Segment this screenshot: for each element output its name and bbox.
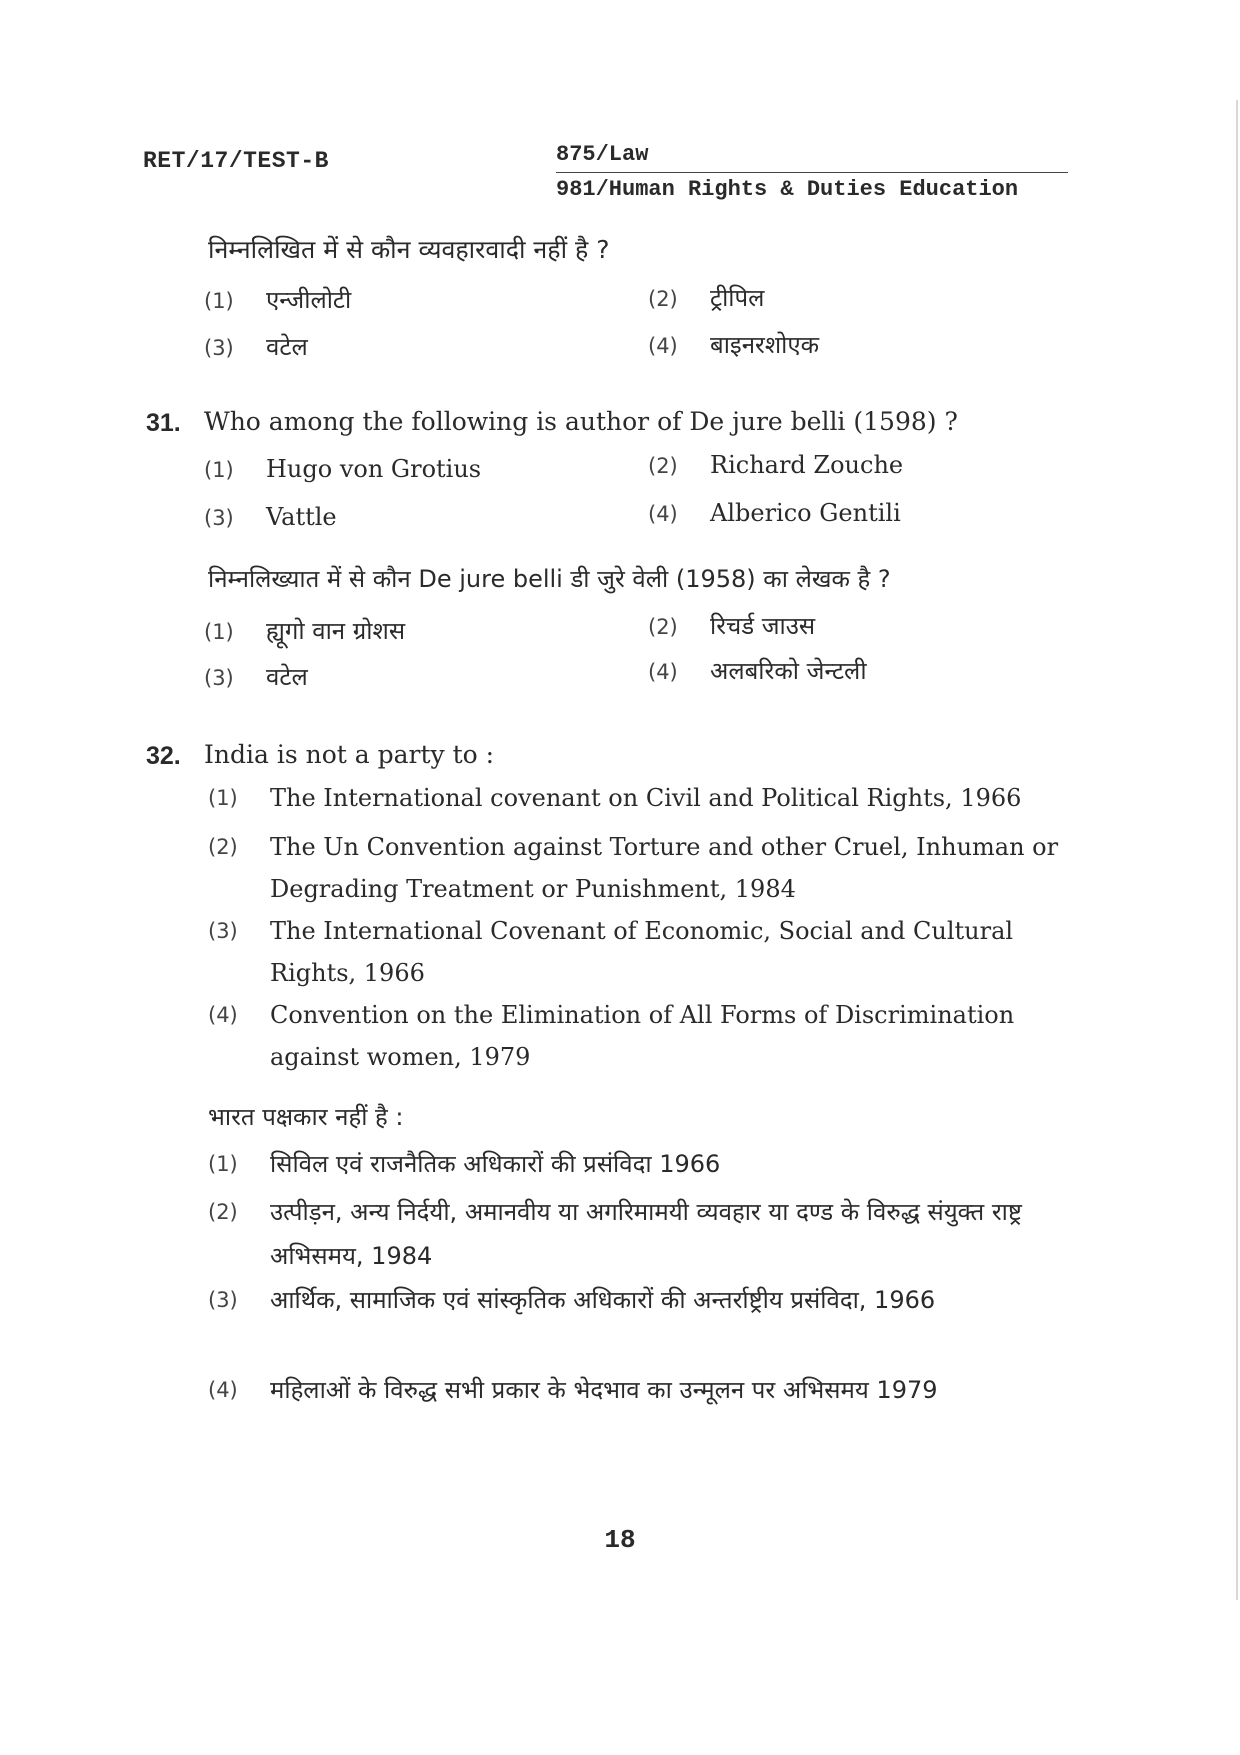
q31-option-1: (1) Hugo von Grotius xyxy=(204,455,482,483)
q32-option-3: (3) The International Covenant of Economic, Social and Cultural Rights, 1966 xyxy=(208,917,1014,987)
prev-question-hindi-text: निम्नलिखित में से कौन व्यवहारवादी नहीं है ? xyxy=(208,235,610,264)
subject-line-1: 875/Law xyxy=(556,142,1068,173)
q32-option-2: (2) The Un Convention against Torture and other Cruel, Inhuman or Degrading Treatment or Punishment, 1984 xyxy=(208,833,1059,903)
q31-option-4: (4) Alberico Gentili xyxy=(648,499,901,527)
q32-hindi-option-1: (1) सिविल एवं राजनैतिक अधिकारों की प्रसंविदा 1966 xyxy=(208,1150,721,1178)
question-31-hindi-text: निम्नलिख्यात में से कौन De jure belli डी जुरे वेली (1958) का लेखक है ? xyxy=(208,565,891,593)
question-32-number: 32. xyxy=(146,742,181,770)
prev-hindi-option-3: (3) वटेल xyxy=(204,333,308,361)
subject-header xyxy=(556,142,1068,202)
q32-hindi-option-2: (2) उत्पीड़न, अन्य निर्दयी, अमानवीय या अगरिमामयी व्यवहार या दण्ड के विरुद्ध संयुक्त राष्ट्र अभिसमय, 1984 xyxy=(208,1198,1022,1270)
question-31-number: 31. xyxy=(146,409,181,437)
question-31-text: Who among the following is author of De jure belli (1598) ? xyxy=(204,407,958,436)
subject-line-2: 981/Human Rights & Duties Education xyxy=(556,177,1019,202)
prev-hindi-option-4: (4) बाइनरशोएक xyxy=(648,331,820,359)
q31-hindi-option-3: (3) वटेल xyxy=(204,663,308,691)
question-32-text: India is not a party to : xyxy=(204,740,495,769)
q31-hindi-option-1: (1) ह्यूगो वान ग्रोशस xyxy=(204,617,406,645)
paper-code: RET/17/TEST-B xyxy=(143,148,329,174)
scan-edge-line xyxy=(1236,100,1238,1600)
question-32-hindi-text: भारत पक्षकार नहीं है : xyxy=(208,1103,404,1131)
prev-hindi-option-1: (1) एन्जीलोटी xyxy=(204,286,352,314)
q31-hindi-option-2: (2) रिचर्ड जाउस xyxy=(648,612,816,640)
q31-hindi-option-4: (4) अलबरिको जेन्टली xyxy=(648,657,867,685)
page-number: 18 xyxy=(604,1525,636,1555)
q31-option-2: (2) Richard Zouche xyxy=(648,451,904,479)
q31-option-3: (3) Vattle xyxy=(204,503,337,531)
prev-hindi-option-2: (2) ट्रीपिल xyxy=(648,284,765,312)
q32-hindi-option-4: (4) महिलाओं के विरुद्ध सभी प्रकार के भेदभाव का उन्मूलन पर अभिसमय 1979 xyxy=(208,1376,938,1404)
q32-hindi-option-3: (3) आर्थिक, सामाजिक एवं सांस्कृतिक अधिकारों की अन्तर्राष्ट्रीय प्रसंविदा, 1966 xyxy=(208,1286,936,1314)
q32-option-4: (4) Convention on the Elimination of All Forms of Discrimination against women, 1979 xyxy=(208,1001,1015,1071)
q32-option-1: (1) The International covenant on Civil and Political Rights, 1966 xyxy=(208,784,1022,812)
